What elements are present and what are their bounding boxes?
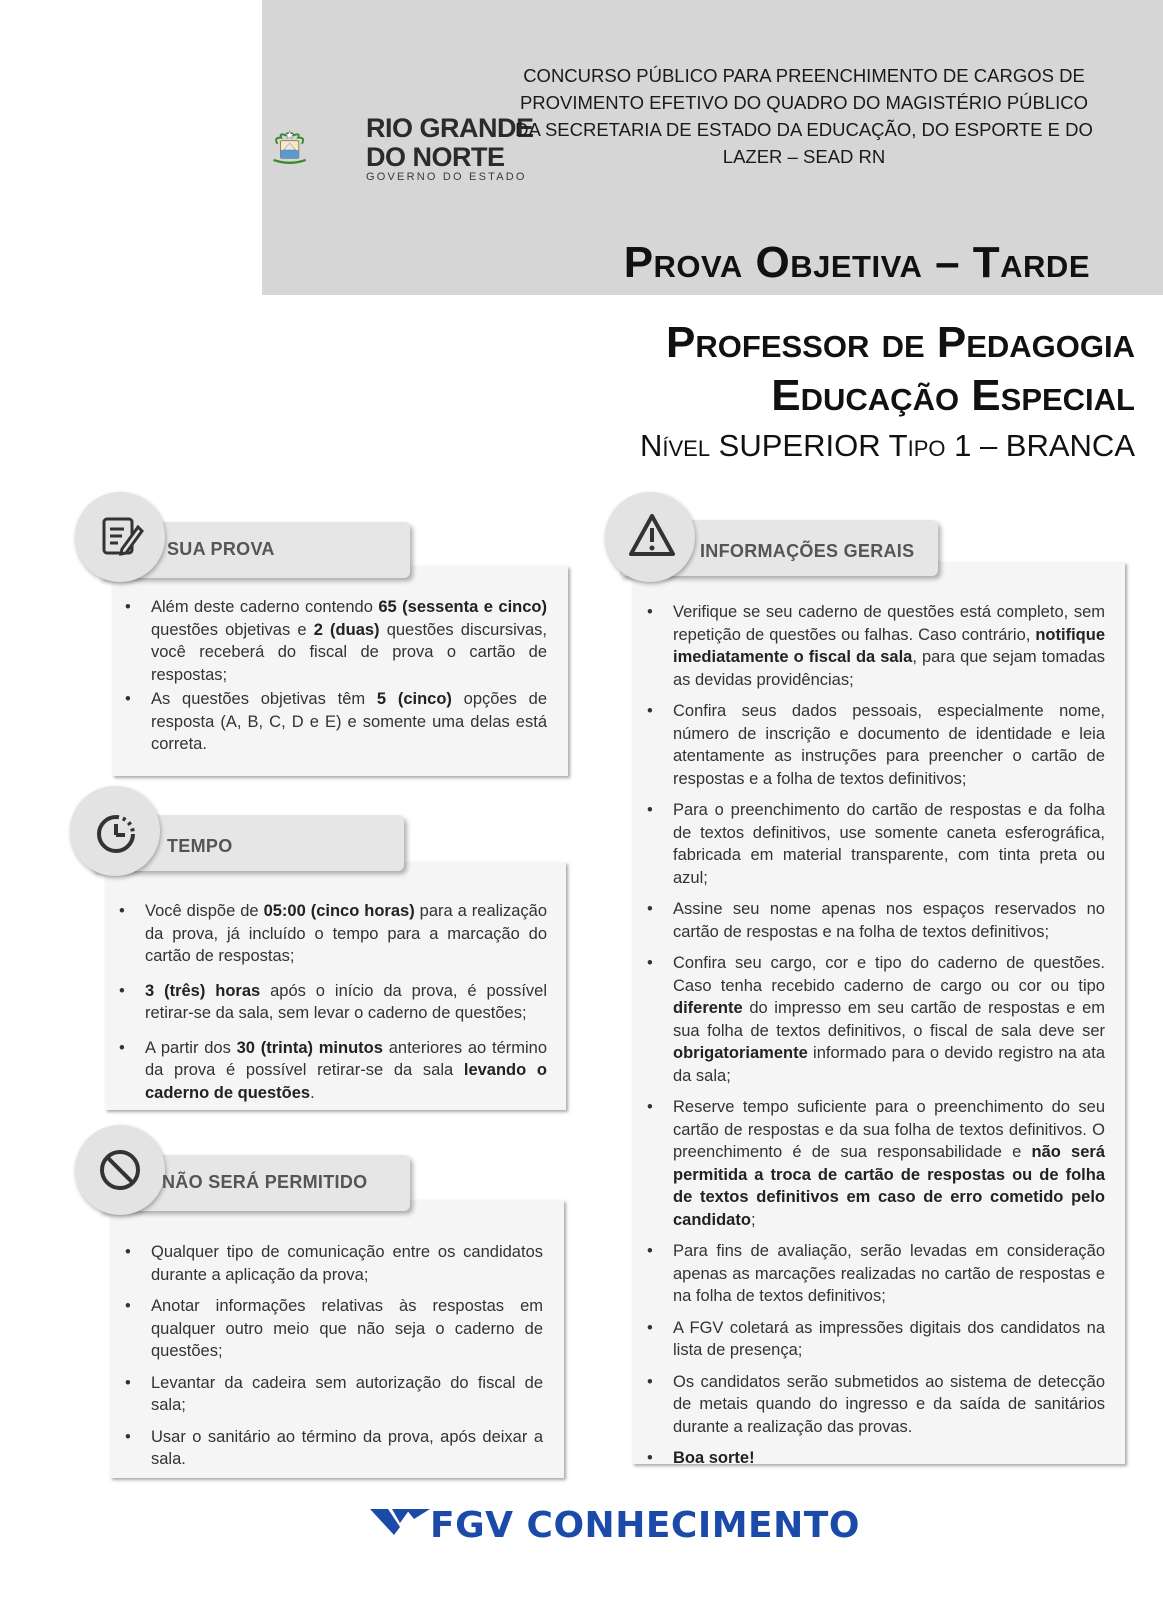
list-item: • Você dispõe de 05:00 (cinco horas) para a realização da prova, já incluído o tempo para a marcação do cartão de respostas; — [107, 900, 547, 968]
sua-prova-list — [113, 596, 547, 756]
clock-icon — [93, 811, 139, 857]
prova-title: Prova Objetiva – Tarde — [623, 238, 1090, 287]
list-item: • Confira seus dados pessoais, especialmente nome, número de inscrição e documento de identidade e leia atentamente as instruções para preencher o cartão de respostas e a folha de textos definitivos; — [635, 700, 1105, 790]
list-item: • As questões objetivas têm 5 (cinco) opções de resposta (A, B, C, D e E) e somente uma delas está correta. — [113, 688, 547, 756]
list-item: • Verifique se seu caderno de questões está completo, sem repetição de questões ou falhas. Caso contrário, notifique imediatamente o fiscal da sala, para que sejam tomadas as devidas providências; — [635, 601, 1105, 691]
logo-subtext: GOVERNO DO ESTADO — [366, 171, 527, 183]
list-item: • Boa sorte! — [635, 1447, 1105, 1470]
list-item: • Anotar informações relativas às respostas em qualquer outro meio que não seja o caderno de questões; — [113, 1295, 543, 1363]
list-item: • Os candidatos serão submetidos ao sistema de detecção de metais quando do ingresso e da saída de sanitários durante a realização das provas. — [635, 1371, 1105, 1439]
cargo-title-line1: Professor de Pedagogia — [666, 318, 1135, 367]
sua-prova-title: SUA PROVA — [167, 539, 275, 559]
nao-permitido-title: NÃO SERÁ PERMITIDO — [162, 1172, 368, 1192]
tempo-title: TEMPO — [167, 836, 233, 856]
concurso-description: CONCURSO PÚBLICO PARA PREENCHIMENTO DE CARGOS DE PROVIMENTO EFETIVO DO QUADRO DO MAGISTÉRIO PÚBLICO DA SECRETARIA DE ESTADO DA EDUCAÇÃO, DO ESPORTE E DO LAZER – SEAD RN — [515, 65, 1093, 167]
fgv-logo-mark — [370, 1505, 432, 1539]
list-item: • Usar o sanitário ao término da prova, após deixar a sala. — [113, 1426, 543, 1471]
list-item: • Levantar da cadeira sem autorização do fiscal de sala; — [113, 1372, 543, 1417]
nao-permitido-list — [113, 1241, 543, 1471]
list-item: • Assine seu nome apenas nos espaços reservados no cartão de respostas e na folha de textos definitivos; — [635, 898, 1105, 943]
list-item: • Confira seu cargo, cor e tipo do caderno de questões. Caso tenha recebido caderno de cargo ou cor ou tipo diferente do impresso em seu cartão de respostas e em sua folha de textos definitivos, o fiscal de sala deve ser obrigatoriamente informado para o devido registro na ata da sala; — [635, 952, 1105, 1087]
list-item: • A partir dos 30 (trinta) minutos anteriores ao término da prova é possível retirar-se da sala levando o caderno de questões. — [107, 1037, 547, 1105]
list-item: • 3 (três) horas após o início da prova, é possível retirar-se da sala, sem levar o caderno de questões; — [107, 980, 547, 1025]
rn-coat-of-arms-logo — [272, 100, 364, 195]
list-item: • Para fins de avaliação, serão levadas em consideração apenas as marcações realizadas no cartão de respostas e na folha de textos definitivos; — [635, 1240, 1105, 1308]
logo-text: RIO GRANDE DO NORTE — [366, 113, 534, 172]
nivel-tipo: Nível SUPERIOR Tipo 1 – BRANCA — [639, 428, 1135, 463]
cargo-title-line2: Educação Especial — [771, 371, 1135, 420]
list-item: • Qualquer tipo de comunicação entre os candidatos durante a aplicação da prova; — [113, 1241, 543, 1286]
fgv-conhecimento-brand: FGV CONHECIMENTO — [430, 1505, 860, 1546]
list-item: • Reserve tempo suficiente para o preenchimento do seu cartão de respostas e da sua folha de textos definitivos. O preenchimento é de sua responsabilidade e não será permitida a troca de cartão de respostas ou de folha de textos definitivos em caso de erro cometido pelo candidato; — [635, 1096, 1105, 1231]
tempo-list — [107, 900, 547, 1104]
prohibited-icon — [98, 1148, 142, 1192]
informacoes-gerais-title: INFORMAÇÕES GERAIS — [700, 541, 915, 561]
list-item: • Além deste caderno contendo 65 (sessenta e cinco) questões objetivas e 2 (duas) questões discursivas, você receberá do fiscal de prova o cartão de respostas; — [113, 596, 547, 686]
informacoes-gerais-list — [635, 601, 1105, 1470]
pencil-note-icon — [100, 515, 144, 559]
warning-icon — [627, 512, 677, 558]
list-item: • A FGV coletará as impressões digitais dos candidatos na lista de presença; — [635, 1317, 1105, 1362]
list-item: • Para o preenchimento do cartão de respostas e da folha de textos definitivos, use somente caneta esferográfica, fabricada em material transparente, com tinta preta ou azul; — [635, 799, 1105, 889]
